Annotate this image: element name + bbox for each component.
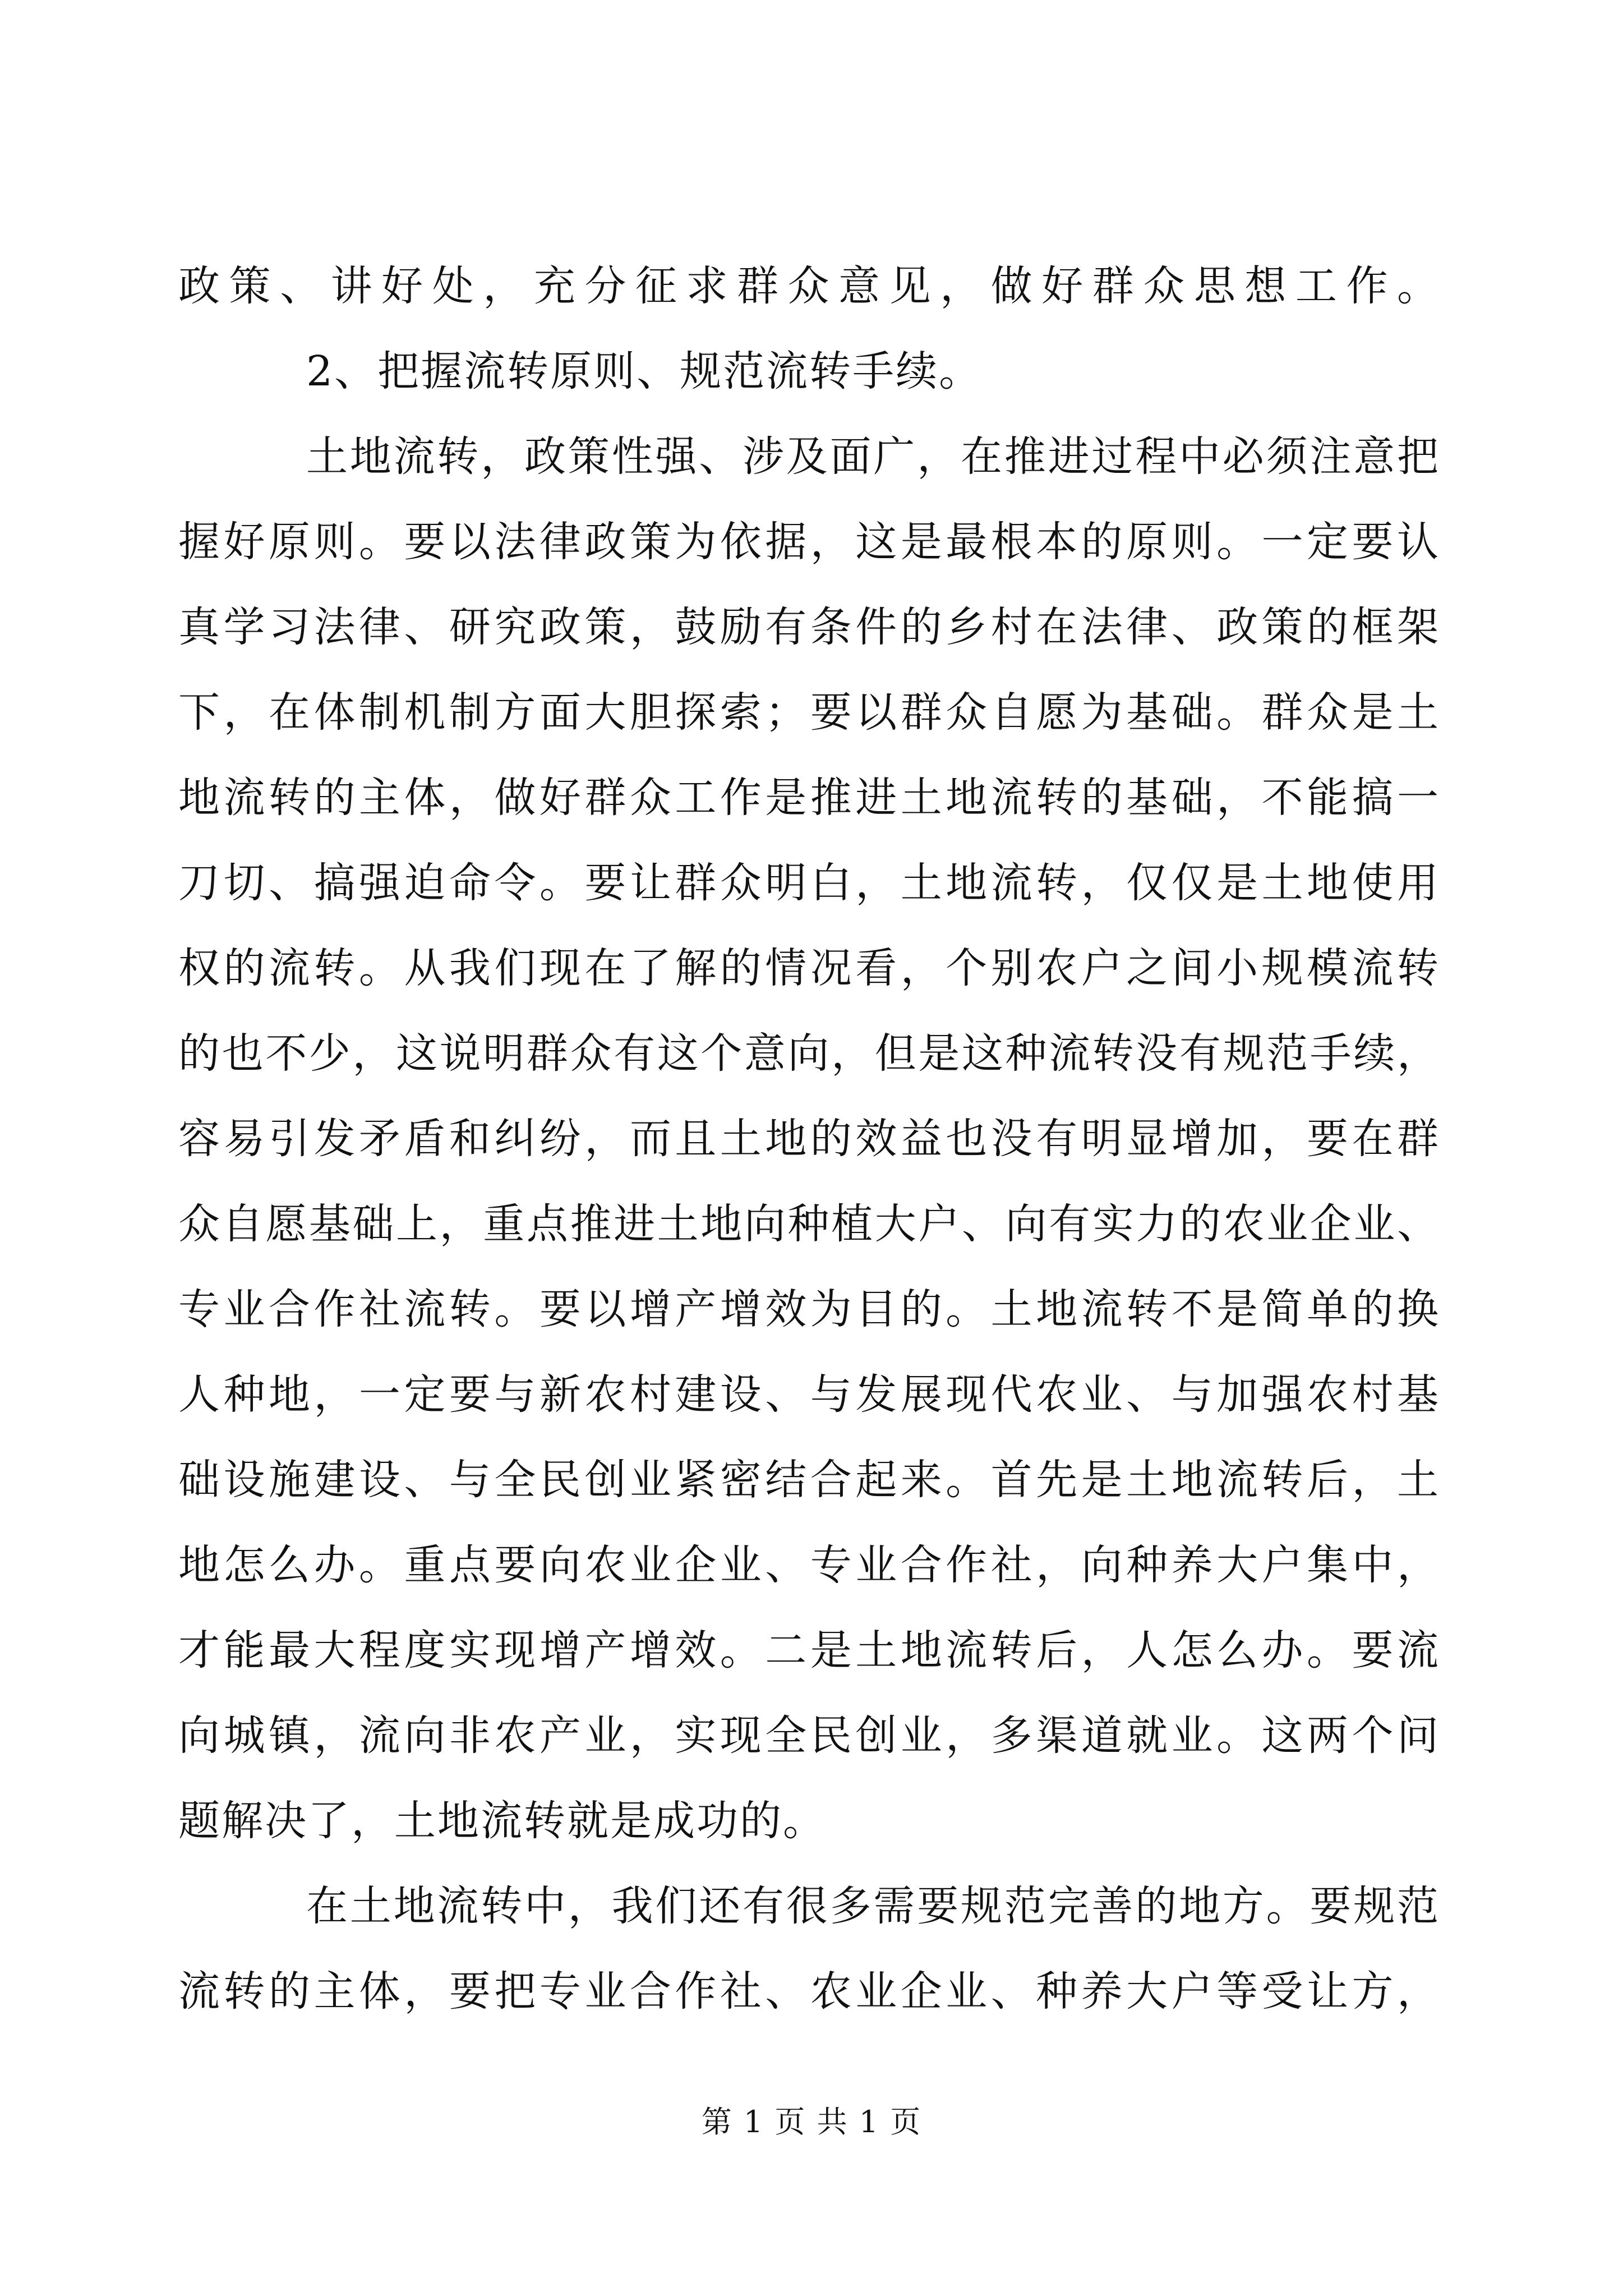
page-number-footer: 第 1 页 共 1 页 [701,2104,922,2139]
body-text-line: 握好原则。要以法律政策为依据，这是最根本的原则。一定要认 [178,518,1440,566]
body-text-line: 向城镇，流向非农产业，实现全民创业，多渠道就业。这两个问 [178,1711,1440,1760]
body-text-line: 真学习法律、研究政策，鼓励有条件的乡村在法律、政策的框架 [178,603,1440,651]
body-text-line: 容易引发矛盾和纠纷，而且土地的效益也没有明显增加，要在群 [178,1115,1440,1163]
body-text-line: 人种地，一定要与新农村建设、与发展现代农业、与加强农村基 [178,1370,1440,1419]
section-heading: 2、把握流转原则、规范流转手续。 [306,347,983,395]
body-text-line: 地怎么办。重点要向农业企业、专业合作社，向种养大户集中， [178,1541,1440,1589]
body-text-line: 的也不少，这说明群众有这个意向，但是这种流转没有规范手续， [178,1029,1440,1078]
body-text-line: 在土地流转中，我们还有很多需要规范完善的地方。要规范 [306,1882,1440,1930]
body-text-line: 刀切、搞强迫命令。要让群众明白，土地流转，仅仅是土地使用 [178,859,1440,907]
body-text-line: 专业合作社流转。要以增产增效为目的。土地流转不是简单的换 [178,1285,1440,1333]
body-text-line: 才能最大程度实现增产增效。二是土地流转后，人怎么办。要流 [178,1626,1440,1674]
body-text-line: 下，在体制机制方面大胆探索；要以群众自愿为基础。群众是土 [178,688,1440,737]
body-text-line: 础设施建设、与全民创业紧密结合起来。首先是土地流转后，土 [178,1456,1440,1504]
body-text-line: 地流转的主体，做好群众工作是推进土地流转的基础，不能搞一 [178,774,1440,822]
body-text-line: 流转的主体，要把专业合作社、农业企业、种养大户等受让方， [178,1967,1440,2016]
body-text-line: 土地流转，政策性强、涉及面广，在推进过程中必须注意把 [306,432,1440,481]
body-text-line: 权的流转。从我们现在了解的情况看，个别农户之间小规模流转 [178,944,1440,992]
body-text-line: 政策、讲好处，充分征求群众意见，做好群众思想工作。 [178,262,1440,310]
body-text-line: 题解决了，土地流转就是成功的。 [178,1797,826,1845]
body-text-line: 众自愿基础上，重点推进土地向种植大户、向有实力的农业企业、 [178,1200,1440,1248]
